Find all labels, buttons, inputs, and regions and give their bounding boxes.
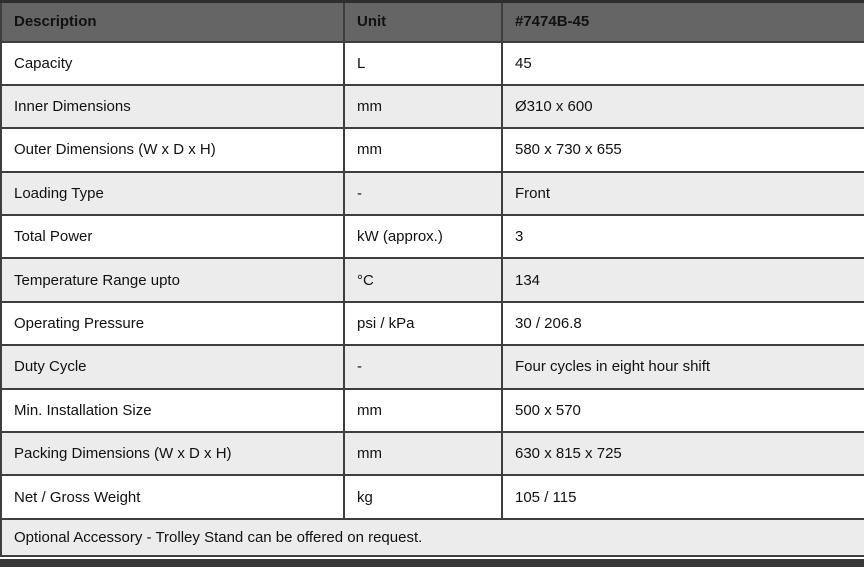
cell-description: Min. Installation Size (1, 389, 344, 432)
cell-value: 30 / 206.8 (502, 302, 864, 345)
cell-value: 580 x 730 x 655 (502, 128, 864, 171)
cell-unit: mm (344, 85, 502, 128)
cell-unit: mm (344, 128, 502, 171)
table-row (1, 345, 864, 388)
cell-description: Duty Cycle (1, 345, 344, 388)
spec-table-footer (1, 519, 864, 556)
cell-description: Outer Dimensions (W x D x H) (1, 128, 344, 171)
cell-unit: mm (344, 389, 502, 432)
cell-unit: - (344, 172, 502, 215)
cell-description: Inner Dimensions (1, 85, 344, 128)
cell-description: Packing Dimensions (W x D x H) (1, 432, 344, 475)
bottom-bar (0, 559, 864, 567)
cell-description: Loading Type (1, 172, 344, 215)
spec-table-header (1, 2, 864, 42)
cell-value: 105 / 115 (502, 475, 864, 518)
cell-description: Total Power (1, 215, 344, 258)
cell-value: 45 (502, 42, 864, 85)
footer-row (1, 519, 864, 556)
col-header-unit: Unit (344, 2, 502, 42)
cell-unit: kW (approx.) (344, 215, 502, 258)
table-row (1, 172, 864, 215)
cell-unit: kg (344, 475, 502, 518)
cell-value: Four cycles in eight hour shift (502, 345, 864, 388)
table-row (1, 215, 864, 258)
col-header-description: Description (1, 2, 344, 42)
table-row (1, 128, 864, 171)
cell-value: 500 x 570 (502, 389, 864, 432)
cell-value: 3 (502, 215, 864, 258)
table-row (1, 389, 864, 432)
cell-unit: psi / kPa (344, 302, 502, 345)
footer-note: Optional Accessory - Trolley Stand can be offered on request. (1, 519, 864, 556)
table-row (1, 475, 864, 518)
col-header-model: #7474B-45 (502, 2, 864, 42)
spec-table-body (1, 42, 864, 519)
table-row (1, 432, 864, 475)
cell-value: Ø310 x 600 (502, 85, 864, 128)
cell-description: Net / Gross Weight (1, 475, 344, 518)
table-row (1, 258, 864, 301)
table-row (1, 302, 864, 345)
cell-unit: - (344, 345, 502, 388)
cell-description: Temperature Range upto (1, 258, 344, 301)
cell-unit: mm (344, 432, 502, 475)
cell-value: 630 x 815 x 725 (502, 432, 864, 475)
table-row (1, 42, 864, 85)
header-row (1, 2, 864, 42)
cell-description: Capacity (1, 42, 344, 85)
cell-unit: L (344, 42, 502, 85)
table-row (1, 85, 864, 128)
cell-description: Operating Pressure (1, 302, 344, 345)
cell-value: Front (502, 172, 864, 215)
cell-value: 134 (502, 258, 864, 301)
cell-unit: °C (344, 258, 502, 301)
